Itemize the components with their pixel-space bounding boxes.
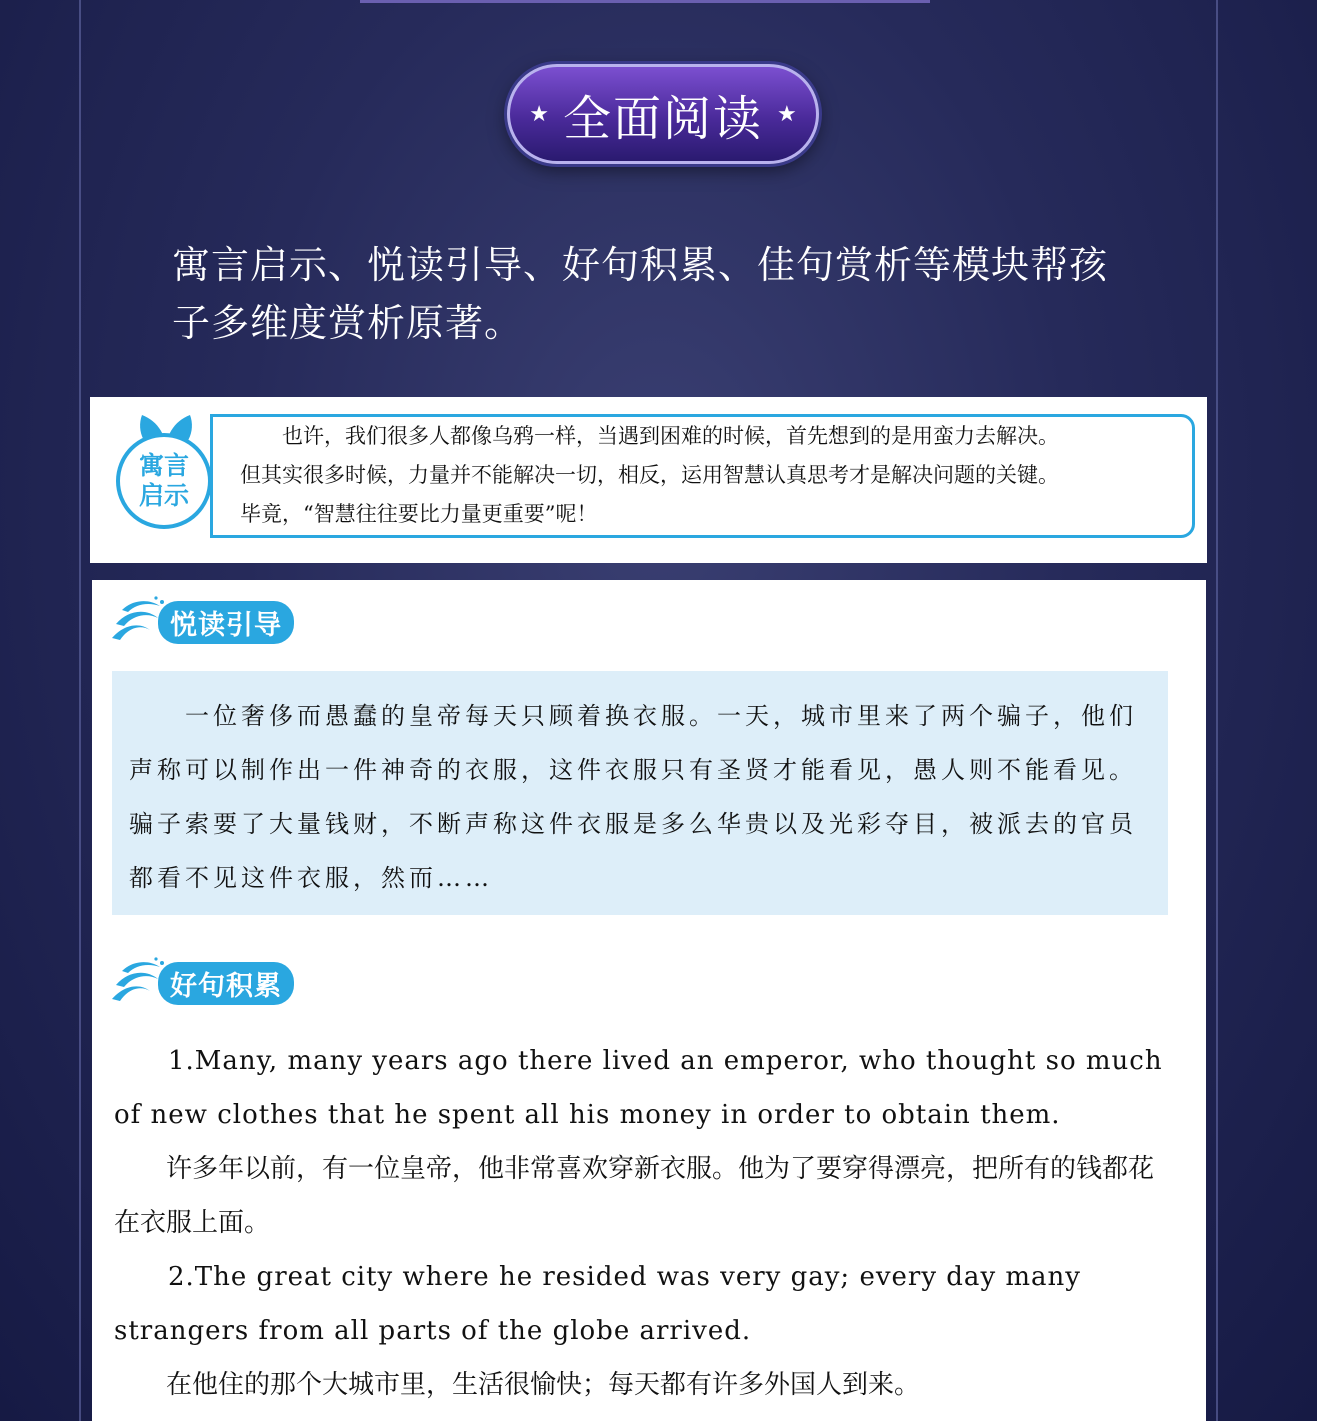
intro-line: 子多维度赏析原著。 [172, 301, 524, 345]
sentence-chinese: 在他住的那个大城市里，生活很愉快；每天都有许多外国人到来。 [114, 1370, 921, 1400]
good-sentences-heading [110, 955, 294, 1011]
left-border-line [79, 0, 81, 1421]
intro-text [172, 236, 1162, 352]
top-decor-bar [360, 0, 930, 3]
good-sentences-list [114, 1034, 1168, 1412]
section-title-badge [507, 64, 819, 164]
moral-line: 也许，我们很多人都像乌鸦一样，当遇到困难的时候，首先想到的是用蛮力去解决。 [240, 424, 1059, 448]
section-heading-label: 悦读引导 [158, 601, 294, 644]
moral-badge-label: 启示 [138, 481, 189, 510]
reading-guide-box [112, 671, 1168, 915]
moral-text [240, 417, 1185, 534]
reading-guide-heading [110, 594, 294, 650]
right-border-line [1216, 0, 1218, 1421]
star-icon: ★ [529, 101, 549, 127]
sentence-english: 2.The great city where he resided was very gay; every day many strangers from all parts of the globe arrived. [114, 1262, 1081, 1346]
section-title: 全面阅读 [562, 90, 763, 147]
sentence-english: 1.Many, many years ago there lived an emperor, who thought so much of new clothes that he spent all his money in order to obtain them. [114, 1046, 1163, 1130]
sentence-chinese: 许多年以前，有一位皇帝，他非常喜欢穿新衣服。他为了要穿得漂亮，把所有的钱都花在衣服上面。 [114, 1154, 1155, 1238]
intro-line: 寓言启示、悦读引导、好句积累、佳句赏析等模块帮孩 [172, 243, 1109, 287]
star-icon: ★ [777, 101, 797, 127]
moral-badge [116, 433, 212, 529]
content-panel [92, 580, 1206, 1421]
reading-guide-text: 一位奢侈而愚蠢的皇帝每天只顾着换衣服。一天，城市里来了两个骗子，他们声称可以制作出一件神奇的衣服，这件衣服只有圣贤才能看见，愚人则不能看见。骗子索要了大量钱财，不断声称这件衣服是多么华贵以及光彩夺目，被派去的官员都看不见这件衣服，然而…… [129, 702, 1137, 892]
moral-panel [90, 397, 1207, 563]
section-heading-label: 好句积累 [158, 962, 294, 1005]
moral-line: 但其实很多时候，力量并不能解决一切，相反，运用智慧认真思考才是解决问题的关键。 [240, 463, 1059, 487]
moral-line: 毕竟，“智慧往往要比力量更重要”呢！ [240, 502, 598, 526]
moral-badge-label: 寓言 [138, 451, 189, 480]
